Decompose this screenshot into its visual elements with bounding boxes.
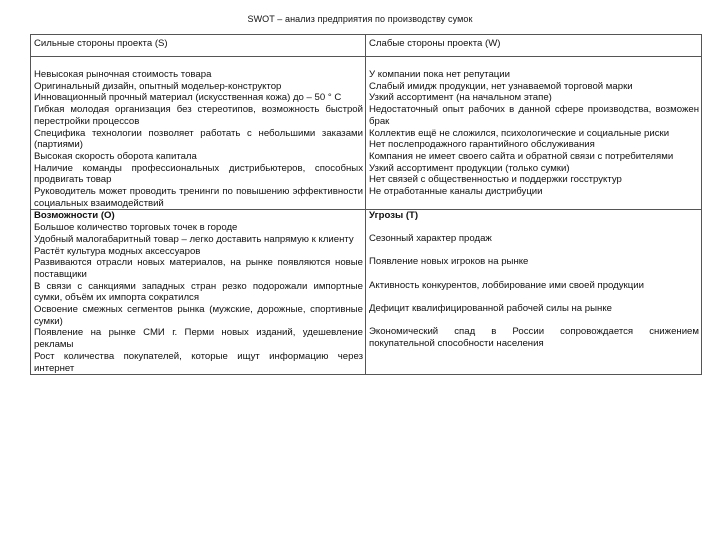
page-title: SWOT – анализ предприятия по производству сумок [247, 14, 473, 24]
list-item: Слабый имидж продукции, нет узнаваемой торговой марки [369, 80, 633, 92]
list-item: Нет послепродажного гарантийного обслуживания [369, 139, 595, 151]
list-item: Недостаточный опыт рабочих в данной сфере производства, возможен брак [369, 104, 699, 127]
list-item: Компания не имеет своего сайта и обратной связи с потребителями [369, 150, 674, 162]
weaknesses-list [369, 69, 699, 198]
weaknesses-header: Слабые стороны проекта (W) [366, 35, 702, 57]
list-item: Большое количество торговых точек в городе [34, 222, 238, 234]
list-item: Оригинальный дизайн, опытный модельер-конструктор [34, 80, 282, 92]
list-item: Не отработанные каналы дистрибуции [369, 186, 543, 198]
weaknesses-cell [366, 57, 702, 210]
list-item: Узкий ассортимент продукции (только сумки) [369, 162, 570, 174]
list-item: Появление на рынке СМИ г. Перми новых изданий, удешевление рекламы [34, 327, 363, 351]
list-item: Освоение смежных сегментов рынка (мужские, дорожные, спортивные сумки) [34, 304, 363, 327]
list-item: Невысокая рыночная стоимость товара [34, 69, 212, 80]
strengths-cell [31, 57, 366, 210]
list-item: Специфика технологии позволяет работать с небольшими заказами (партиями) [34, 127, 363, 151]
list-item: У компании пока нет репутации [369, 69, 511, 80]
list-item: В связи с санкциями западных стран резко подорожали импортные сумки, объём их импорта сократился [34, 280, 363, 304]
table-header-row [31, 35, 702, 57]
list-item: Коллектив ещё не сложился, психологические и социальные риски [369, 127, 670, 139]
list-item: Узкий ассортимент (на начальном этапе) [369, 92, 552, 104]
list-item: Появление новых игроков на рынке [369, 256, 529, 268]
opportunities-list [34, 222, 363, 374]
list-item: Растёт культура модных аксессуаров [34, 245, 201, 257]
list-item: Инновационный прочный материал (искусственная кожа) до – 50 ° С [34, 92, 342, 104]
threats-header: Угрозы (Т) [369, 210, 419, 222]
threats-list [369, 233, 699, 349]
strengths-list [34, 69, 363, 209]
ot-content-row [31, 210, 702, 375]
strengths-header: Сильные стороны проекта (S) [31, 35, 366, 57]
list-item: Дефицит квалифицированной рабочей силы на рынке [369, 302, 612, 314]
threats-cell [366, 210, 702, 375]
opportunities-header: Возможности (O) [34, 210, 115, 222]
swot-table [30, 34, 702, 375]
list-item: Наличие команды профессиональных дистрибьютеров, способных продвигать товар [34, 162, 363, 186]
list-item: Удобный малогабаритный товар – легко доставить напрямую к клиенту [34, 233, 354, 245]
list-item: Нет связей с общественностью и поддержки госструктур [369, 174, 622, 186]
list-item: Высокая скорость оборота капитала [34, 150, 197, 162]
list-item: Активность конкурентов, лоббирование ими своей продукции [369, 279, 644, 291]
opportunities-cell [31, 210, 366, 375]
list-item: Руководитель может проводить тренинги по повышению эффективности социальных взаимодействий [34, 186, 363, 209]
list-item: Развиваются отрасли новых материалов, на рынке появляются новые поставщики [34, 257, 363, 280]
list-item: Рост количества покупателей, которые ищут информацию через интернет [34, 350, 363, 374]
list-item: Гибкая молодая организация без стереотипов, возможность быстрой перестройки процессов [34, 104, 363, 127]
list-item: Сезонный характер продаж [369, 233, 492, 245]
sw-content-row [31, 57, 702, 210]
list-item: Экономический спад в России сопровождается снижением покупательной способности населения [369, 325, 699, 349]
